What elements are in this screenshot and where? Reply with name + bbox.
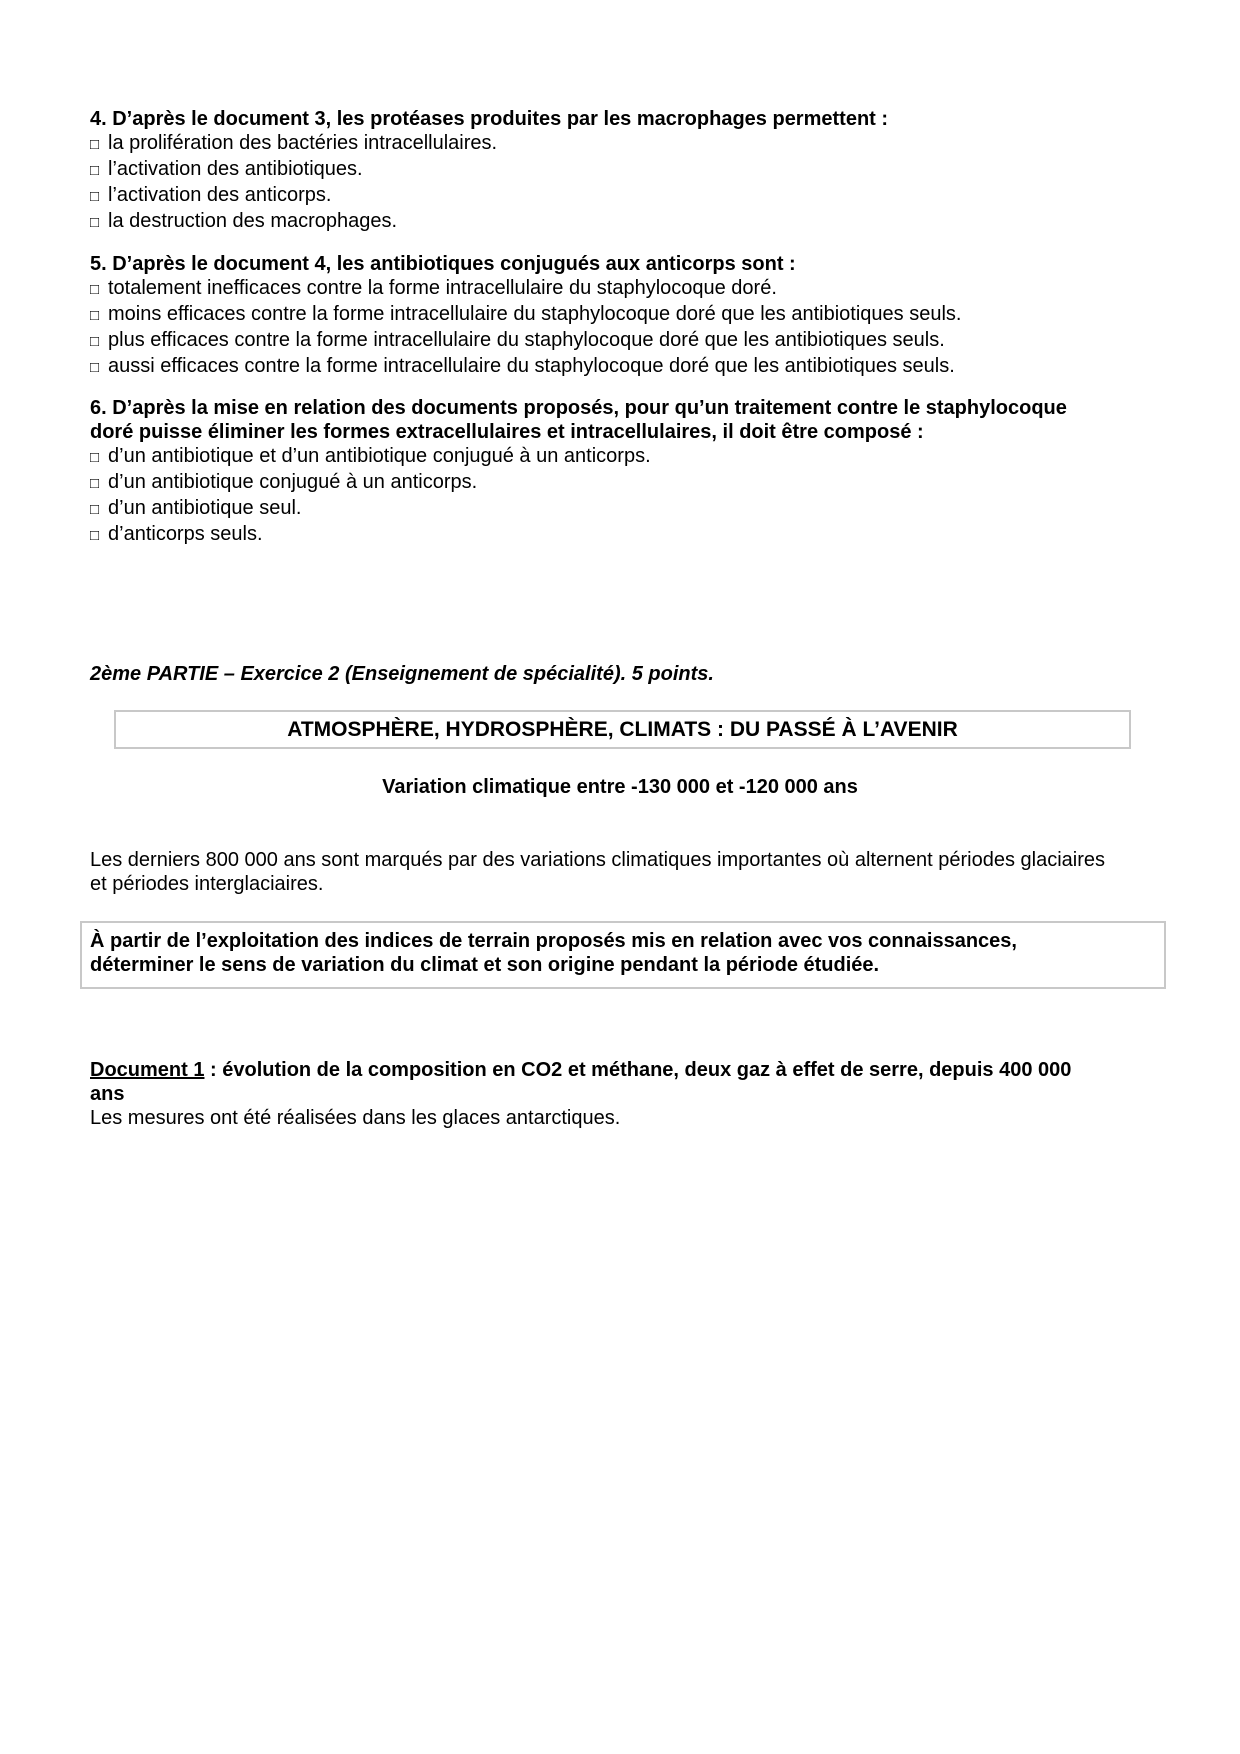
document-1-title: Document 1 : évolution de la composition en CO2 et méthane, deux gaz à effet de serre, depuis 400 000 (90, 1059, 1072, 1081)
checkbox-icon[interactable]: □ (90, 307, 100, 324)
question-6 (90, 396, 1150, 548)
instruction-box (80, 921, 1166, 989)
question-4-option[interactable]: □ la prolifération des bactéries intracellulaires. (90, 131, 1150, 157)
question-5-option[interactable]: □ totalement inefficaces contre la forme intracellulaire du staphylocoque doré. (90, 276, 1150, 302)
question-4-text: 4. D’après le document 3, les protéases produites par les macrophages permettent : (90, 108, 889, 130)
checkbox-icon[interactable]: □ (90, 214, 100, 231)
question-6-option[interactable]: □ d’un antibiotique conjugué à un anticorps. (90, 470, 1150, 496)
section-title-box (114, 710, 1131, 749)
question-6-text-line2: doré puisse éliminer les formes extracellulaires et intracellulaires, il doit être composé : (90, 421, 924, 443)
instruction-line: À partir de l’exploitation des indices de terrain proposés mis en relation avec vos connaissances, (90, 930, 1017, 952)
document-1-title-line2: ans (90, 1083, 125, 1105)
question-6-option[interactable]: □ d’un antibiotique et d’un antibiotique conjugué à un anticorps. (90, 444, 1150, 470)
checkbox-icon[interactable]: □ (90, 162, 100, 179)
document-1-text: Les mesures ont été réalisées dans les glaces antarctiques. (90, 1107, 621, 1129)
checkbox-icon[interactable]: □ (90, 333, 100, 350)
checkbox-icon[interactable]: □ (90, 527, 100, 544)
intro-paragraph (90, 848, 1150, 896)
question-5 (90, 252, 1150, 380)
question-5-text: 5. D’après le document 4, les antibiotiques conjugués aux anticorps sont : (90, 253, 796, 275)
intro-line: Les derniers 800 000 ans sont marqués par des variations climatiques importantes où alternent périodes glaciaires (90, 849, 1106, 871)
question-6-option[interactable]: □ d’anticorps seuls. (90, 522, 1150, 548)
document-1-label: Document 1 (90, 1059, 205, 1081)
question-4-option[interactable]: □ l’activation des antibiotiques. (90, 157, 1150, 183)
checkbox-icon[interactable]: □ (90, 501, 100, 518)
question-4-option[interactable]: □ la destruction des macrophages. (90, 209, 1150, 235)
part-2-heading: 2ème PARTIE – Exercice 2 (Enseignement de spécialité). 5 points. (90, 663, 714, 685)
question-6-text-line1: 6. D’après la mise en relation des documents proposés, pour qu’un traitement contre le staphylocoque (90, 397, 1067, 419)
instruction-line: déterminer le sens de variation du climat et son origine pendant la période étudiée. (90, 954, 880, 976)
question-5-option[interactable]: □ moins efficaces contre la forme intracellulaire du staphylocoque doré que les antibiotiques seuls. (90, 302, 1150, 328)
intro-line: et périodes interglaciaires. (90, 873, 324, 895)
question-4 (90, 107, 1150, 235)
question-4-option[interactable]: □ l’activation des anticorps. (90, 183, 1150, 209)
checkbox-icon[interactable]: □ (90, 281, 100, 298)
checkbox-icon[interactable]: □ (90, 188, 100, 205)
checkbox-icon[interactable]: □ (90, 475, 100, 492)
section-subtitle: Variation climatique entre -130 000 et -120 000 ans (382, 776, 858, 798)
document-1 (90, 1058, 1150, 1130)
section-title: ATMOSPHÈRE, HYDROSPHÈRE, CLIMATS : DU PASSÉ À L’AVENIR (287, 718, 958, 741)
question-6-option[interactable]: □ d’un antibiotique seul. (90, 496, 1150, 522)
question-5-option[interactable]: □ plus efficaces contre la forme intracellulaire du staphylocoque doré que les antibiotiques seuls. (90, 328, 1150, 354)
checkbox-icon[interactable]: □ (90, 136, 100, 153)
checkbox-icon[interactable]: □ (90, 359, 100, 376)
checkbox-icon[interactable]: □ (90, 449, 100, 466)
question-5-option[interactable]: □ aussi efficaces contre la forme intracellulaire du staphylocoque doré que les antibiotiques seuls. (90, 354, 1150, 380)
